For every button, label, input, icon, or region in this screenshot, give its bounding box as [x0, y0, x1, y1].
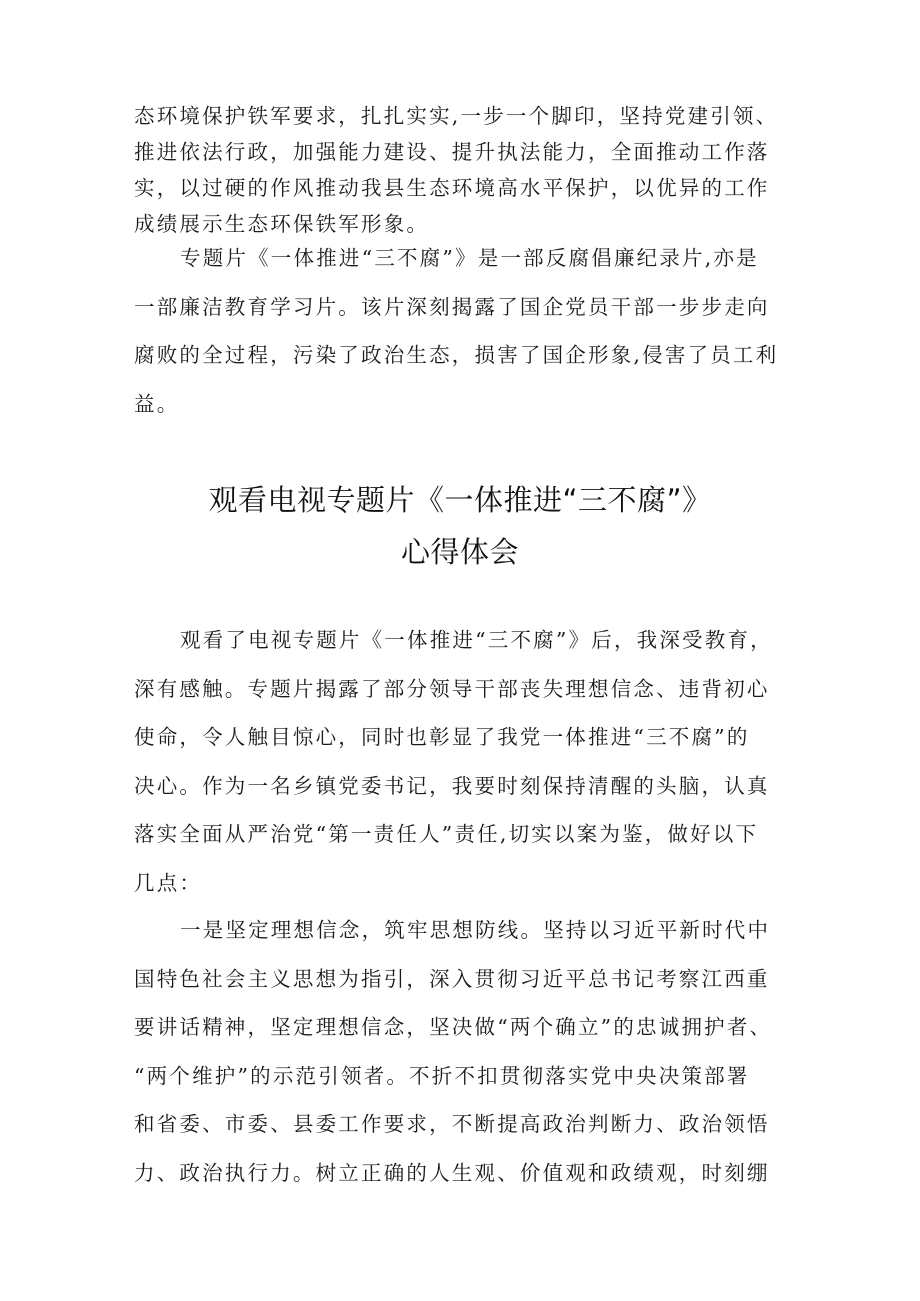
page-title: 观看电视专题片《一体推进“三不腐”》 [208, 483, 712, 517]
text-line: 专题片《一体推进“三不腐”》是一部反腐倡廉纪录片,亦是 [180, 246, 759, 270]
text-line: 观看了电视专题片《一体推进“三不腐”》后，我深受教育， [180, 628, 773, 652]
text-line: 国特色社会主义思想为指引，深入贯彻习近平总书记考察江西重 [134, 966, 770, 991]
text-line: 实，以过硬的作风推动我县生态环境高水平保护，以优异的工作 [134, 176, 770, 200]
text-line: 使命，令人触目惊心，同时也彰显了我党一体推进“三不腐”的 [134, 725, 750, 749]
text-line: 推进依法行政，加强能力建设、提升执法能力，全面推动工作落 [134, 140, 770, 164]
paragraph-documentary-intro [134, 234, 800, 428]
text-line: 态环境保护铁军要求，扎扎实实,一步一个脚印，坚持党建引领、 [134, 104, 779, 128]
text-line: 几点： [134, 870, 203, 895]
paragraph-continued [134, 98, 800, 242]
page-subtitle: 心得体会 [400, 535, 519, 569]
text-line: 一是坚定理想信念，筑牢思想防线。坚持以习近平新时代中 [180, 918, 771, 942]
paragraph-point-one [134, 906, 800, 1197]
text-line: 和省委、市委、县委工作要求，不断提高政治判断力、政治领悟 [134, 1112, 770, 1136]
text-line: 要讲话精神，坚定理想信念，坚决做“两个确立”的忠诚拥护者、 [134, 1015, 773, 1039]
text-line: 益。 [134, 391, 180, 416]
text-line: “两个维护”的示范引领者。不折不扣贯彻落实党中央决策部署 [134, 1063, 750, 1088]
text-line: 决心。作为一名乡镇党委书记，我要时刻保持清醒的头脑，认真 [134, 773, 770, 798]
text-line: 一部廉洁教育学习片。该片深刻揭露了国企党员干部一步步走向 [134, 294, 770, 319]
text-line: 腐败的全过程，污染了政治生态，损害了国企形象,侵害了员工利 [134, 343, 779, 367]
text-line: 力、政治执行力。树立正确的人生观、价值观和政绩观，时刻绷 [134, 1160, 770, 1185]
text-line: 成绩展示生态环保铁军形象。 [134, 212, 430, 236]
text-line: 深有感触。专题片揭露了部分领导干部丧失理想信念、违背初心 [134, 676, 770, 701]
paragraph-opening [134, 616, 800, 907]
text-line: 落实全面从严治党“第一责任人”责任,切实以案为鉴，做好以下 [134, 822, 759, 846]
